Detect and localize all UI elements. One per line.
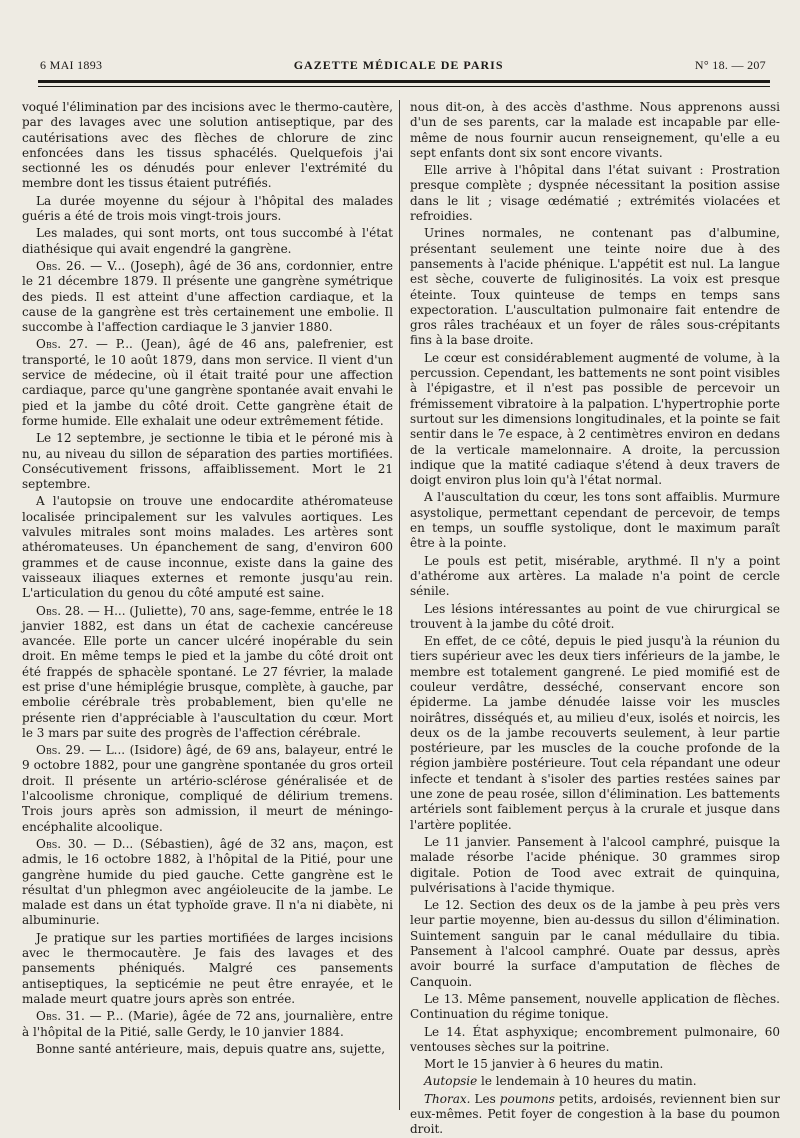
paragraph-text: — P... (Marie), âgée de 72 ans, journalière, entre à l'hôpital de la Pitié, salle Gerdy, le 10 janvier 1884. [22,1009,393,1039]
paragraph-text: Le 14. État asphyxique; encombrement pulmonaire, 60 ventouses sèches sur la poitrine. [410,1024,780,1054]
paragraph [22,226,393,257]
emphasis: poumons [499,1091,555,1106]
paragraph-text: Le 11 janvier. Pansement à l'alcool camphré, puisque la malade résorbe l'acide phénique. 30 grammes sirop digitale. Potion de Tood avec extrait de quinquina, pulvérisations à l'acide thymique. [410,834,780,895]
paragraph-text: Les malades, qui sont morts, ont tous succombé à l'état diathésique qui avait engendré la gangrène. [22,226,393,256]
header-rule-thin [38,86,770,87]
paragraph-text: — D... (Sébastien), âgé de 32 ans, maçon, est admis, le 16 octobre 1882, à l'hôpital de la Pitié, pour une gangrène humide du pied gauche. Cette gangrène est le résultat d'un phlegmon avec angéioleucite de la jambe. Le malade est dans un état typhoïde grave. Il n'a ni diabète, ni albuminurie. [22,836,393,928]
paragraph-text: Le 12. Section des deux os de la jambe à peu près vers leur partie moyenne, bien au-dessus du sillon d'élimination. Suintement sanguin par le canal médullaire du tibia. Pansement à l'alcool camphré. Ouate par dessus, après avoir bourré la surface d'amputation de flèches de Canquoin. [410,898,780,989]
paragraph [22,494,393,601]
paragraph-text: — H... (Juliette), 70 ans, sage-femme, entrée le 18 janvier 1882, est dans un état de cachexie cancéreuse avancée. Elle porte un cancer ulcéré inopérable du sein droit. En même temps le pied et la jambe du côté droit ont été frappés de sphacèle spontané. Le 27 février, la malade est prise d'une hémiplégie brusque, complète, à gauche, par embolie cérébrale très probablement, bien qu'elle ne présente rien d'appréciable à l'auscultation du cœur. Mort le 3 mars par suite des progrès de l'affection cérébrale. [22,603,393,740]
left-column [14,100,399,1110]
paragraph [22,431,393,492]
observation-label: Obs. 27. [36,337,88,352]
page-header [40,58,766,73]
paragraph-text: — P... (Jean), âgé de 46 ans, palefrenier, est transporté, le 10 août 1879, dans mon service. Il vient d'un service de médecine, où il était traité pour une affection cardiaque, parce qu'une gangrène spontanée avait envahi le pied et la jambe du côté droit. Cette gangrène était de forme humide. Elle exhalait une odeur extrêmement fétide. [22,337,393,428]
observation-label: Obs. 31. [36,1009,85,1024]
issue-page-number: N° 18. — 207 [694,58,766,72]
observation-label: Obs. 30. [36,836,87,851]
paragraph-text: Mort le 15 janvier à 6 heures du matin. [424,1057,664,1072]
paragraph [22,837,393,929]
paragraph [410,163,780,224]
observation-label: Obs. 29. [36,743,85,758]
paragraph-text: Elle arrive à l'hôpital dans l'état suivant : Prostration presque complète ; dyspnée nécessitant la position assise dans le lit ; visage œdématié ; extrémités violacées et refroidies. [410,163,780,224]
paragraph-text: petits, ardoisés, reviennent bien sur eux-mêmes. Petit foyer de congestion à la base du poumon droit. [410,1091,780,1137]
paragraph-text: — L... (Isidore) âgé, de 69 ans, balayeur, entré le 9 octobre 1882, pour une gangrène spontanée du gros orteil droit. Il présente un artério-sclérose généralisée et de l'alcoolisme chronique, compliqué de délirium tremens. Trois jours après son admission, il meurt de méningo-encéphalite alcoolique. [22,743,393,834]
paragraph-text: Je pratique sur les parties mortifiées de larges incisions avec le thermocautère. Je fais des lavages et des pansements phéniqués. Malgré ces pansements antiseptiques, la septicémie ne peut être enrayée, et le malade meurt quatre jours après son entrée. [22,930,393,1006]
paragraph [410,898,780,990]
paragraph [22,604,393,742]
paragraph [410,1025,780,1056]
paragraph-text: voqué l'élimination par des incisions avec le thermo-cautère, par des lavages avec une solution antiseptique, par des cautérisations avec des flèches de chlorure de zinc enfoncées dans les tissus sphacélés. Quelquefois j'ai sectionné les os dénudés pour enlever l'extrémité du membre dont les tissus étaient putréfiés. [22,100,393,191]
paragraph [22,259,393,335]
paragraph [410,835,780,896]
paragraph-text: Le pouls est petit, misérable, arythmé. Il n'y a point d'athérome aux artères. La malade n'a point de cercle sénile. [410,553,780,599]
journal-title: GAZETTE MÉDICALE DE PARIS [293,58,504,72]
paragraph [22,743,393,835]
paragraph [410,1074,780,1089]
paragraph-text: A l'autopsie on trouve une endocardite athéromateuse localisée principalement sur les valvules aortiques. Les valvules mitrales sont moins malades. Les artères sont athéromateuses. Un épanchement de sang, d'environ 600 grammes et de cause inconnue, existe dans la gaine des vaisseaux iliaques externes et remonte jusqu'au rein. L'articulation du genou du côté amputé est saine. [22,494,393,601]
paragraph [410,1057,780,1072]
issue-date: 6 MAI 1893 [40,58,103,72]
text-columns [14,100,784,1137]
paragraph [410,351,780,489]
paragraph-text: Bonne santé antérieure, mais, depuis quatre ans, sujette, [36,1041,386,1056]
paragraph [22,931,393,1007]
paragraph [410,634,780,833]
paragraph [410,602,780,633]
header-rule-thick [38,80,770,83]
paragraph [22,337,393,429]
right-column [399,100,784,1137]
paragraph [410,226,780,348]
paragraph [22,1042,393,1057]
paragraph-text: — V... (Joseph), âgé de 36 ans, cordonnier, entre le 21 décembre 1879. Il présente une gangrène symétrique des pieds. Il est atteint d'une affection cardiaque, et la cause de la gangrène est très certainement une embolie. Il succombe à l'affection cardiaque le 3 janvier 1880. [22,258,393,335]
paragraph-text: nous dit-on, à des accès d'asthme. Nous apprenons aussi d'un de ses parents, car la malade est incapable par elle-même de nous fournir aucun renseignement, qu'elle a eu sept enfants dont six sont encore vivants. [410,100,780,160]
observation-label: Obs. 26. [36,258,86,273]
paragraph-text: Les [470,1091,500,1106]
observation-label: Obs. 28. [36,603,84,618]
paragraph [410,992,780,1023]
paragraph [22,194,393,225]
paragraph-text: La durée moyenne du séjour à l'hôpital des malades guéris a été de trois mois vingt-trois jours. [22,193,393,224]
paragraph [410,490,780,551]
paragraph-text: En effet, de ce côté, depuis le pied jusqu'à la réunion du tiers supérieur avec les deux tiers inférieurs de la jambe, le membre est totalement gangrené. Le pied momifié est de couleur verdâtre, desséché, conservant encore son épiderme. La jambe dénudée laisse voir les muscles noirâtres, disséqués et, au milieu d'eux, isolés et noircis, les deux os de la jambe recouverts seulement, à leur partie postérieure, par les muscles de la couche profonde de la région jambière postérieure. Tout cela répandant une odeur infecte et tendant à s'isoler des parties restées saines par une zone de peau rosée, sillon d'élimination. Les battements artériels sont faiblement perçus à la crurale et jusque dans l'artère poplitée. [410,634,780,832]
paragraph [410,554,780,600]
paragraph [22,100,393,192]
paragraph-text: Urines normales, ne contenant pas d'albumine, présentant seulement une teinte noire due à des pansements à l'acide phénique. L'appétit est nul. La langue est sèche, couverte de fuliginosités. La voix est presque éteinte. Toux quinteuse de temps en temps sans expectoration. L'auscultation pulmonaire fait entendre de gros râles trachéaux et un foyer de râles sous-crépitants fins à la base droite. [410,226,780,348]
paragraph [410,100,780,161]
paragraph-text: A l'auscultation du cœur, les tons sont affaiblis. Murmure asystolique, permettant cependant de percevoir, de temps en temps, un souffle systolique, dont le maximum paraît être à la pointe. [410,490,780,551]
paragraph-text: Le 13. Même pansement, nouvelle application de flèches. Continuation du régime tonique. [410,991,780,1022]
section-label: Autopsie [424,1074,478,1089]
section-label: Thorax. [424,1091,471,1106]
paragraph [22,1009,393,1040]
paragraph-text: Le cœur est considérablement augmenté de volume, à la percussion. Cependant, les battements ne sont point visibles à l'épigastre, et il n'est pas possible de percevoir un frémissement vibratoire à la palpation. L'hypertrophie porte surtout sur les dimensions longitudinales, et la pointe se fait sentir dans le 7e espace, à 2 centimètres environ en dedans de la verticale mamelonnaire. A droite, la percussion indique que la matité cadiaque s'étend à deux travers de doigt environ plus loin qu'à l'état normal. [410,350,780,488]
paragraph [410,1092,780,1138]
paragraph-text: Le 12 septembre, je sectionne le tibia et le péroné mis à nu, au niveau du sillon de séparation des parties mortifiées. Consécutivement frissons, affaiblissement. Mort le 21 septembre. [22,431,393,492]
paragraph-text: Les lésions intéressantes au point de vue chirurgical se trouvent à la jambe du côté droit. [410,601,780,631]
paragraph-text: le lendemain à 10 heures du matin. [477,1074,697,1089]
